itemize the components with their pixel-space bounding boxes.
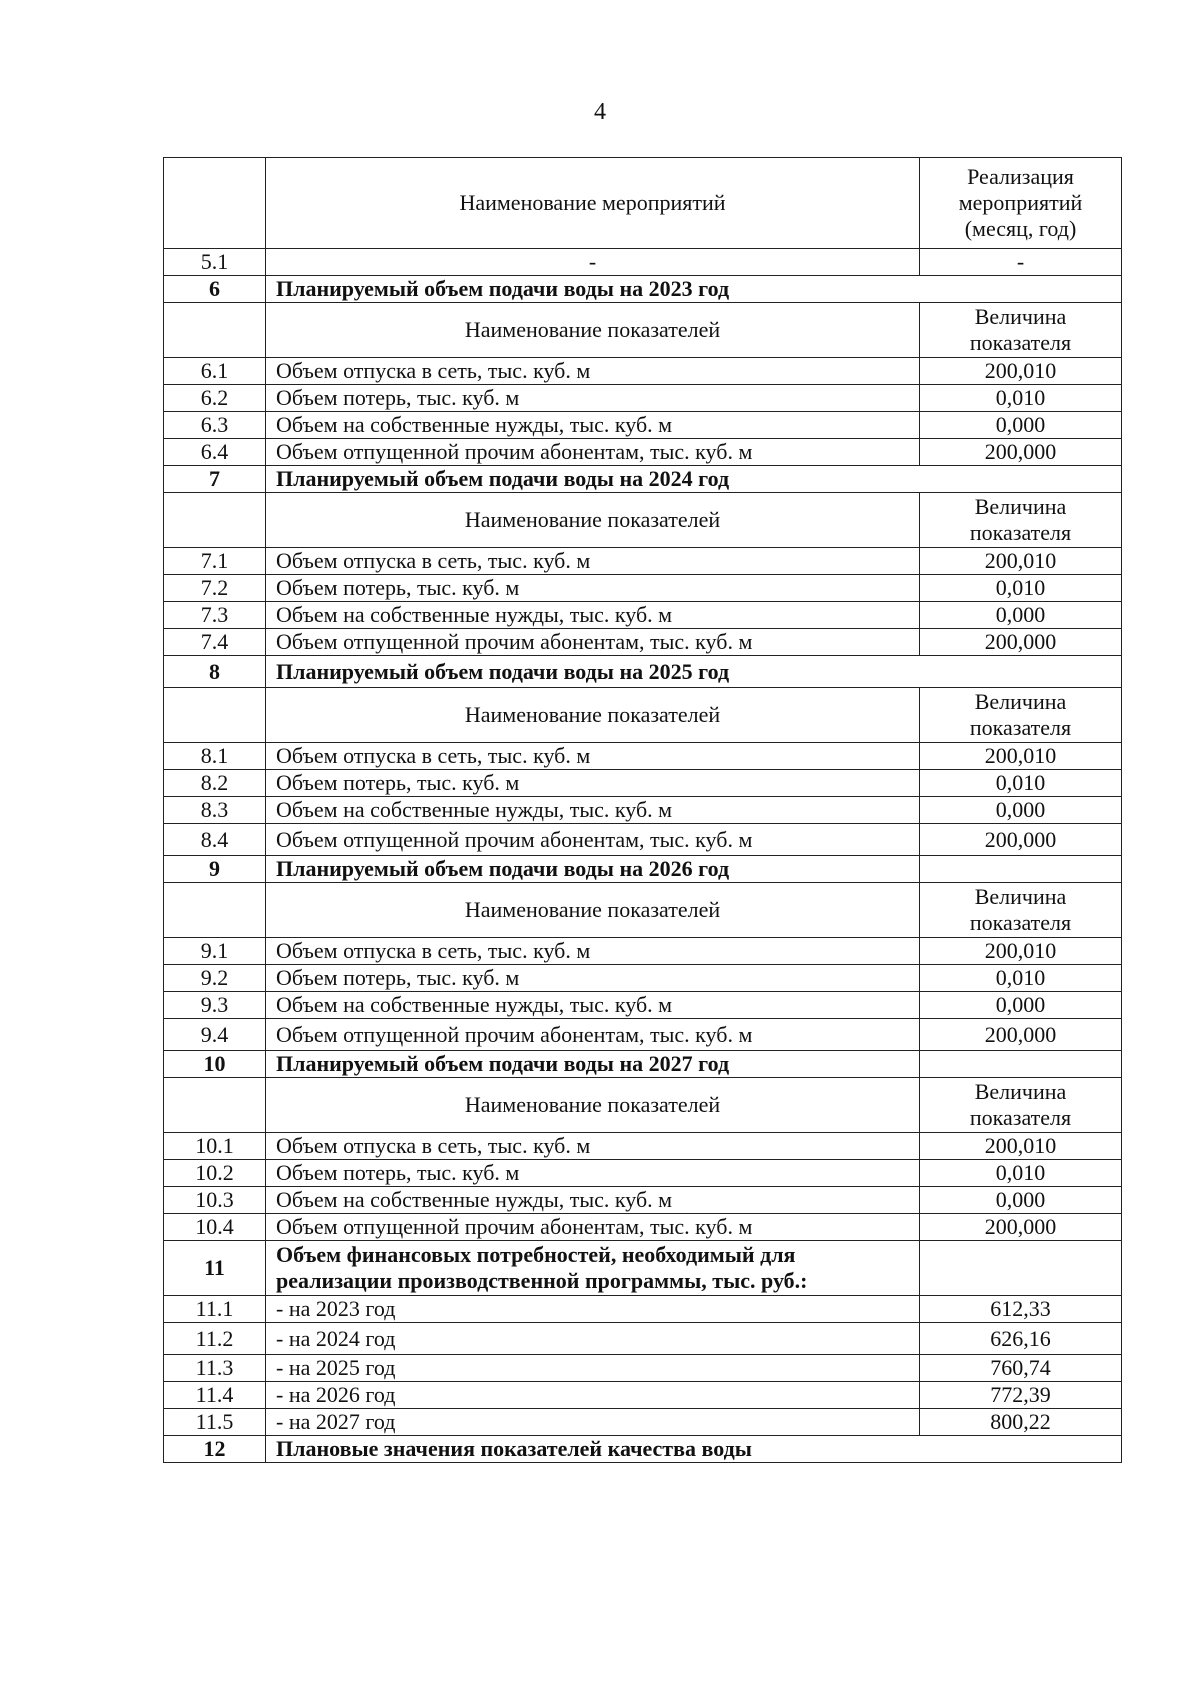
row-name: Объем отпуска в сеть, тыс. куб. м: [266, 743, 920, 770]
subheader-value: Величина показателя: [920, 688, 1122, 743]
row-value: 200,000: [920, 1214, 1122, 1241]
row-name: - на 2025 год: [266, 1355, 920, 1382]
program-table: [163, 157, 1122, 1463]
row-name: Объем отпущенной прочим абонентам, тыс. куб. м: [266, 824, 920, 856]
header-num-cell: [164, 158, 266, 249]
subheader-row: [164, 1078, 1122, 1133]
row-number: 8.2: [164, 770, 266, 797]
table-row: [164, 965, 1122, 992]
table-row: [164, 1214, 1122, 1241]
row-value: 200,010: [920, 358, 1122, 385]
subheader-value: Величина показателя: [920, 883, 1122, 938]
row-number: 7.1: [164, 548, 266, 575]
row-number: 11.4: [164, 1382, 266, 1409]
row-name: Объем на собственные нужды, тыс. куб. м: [266, 1187, 920, 1214]
table-row: [164, 385, 1122, 412]
row-number: 8.4: [164, 824, 266, 856]
subheader-num-cell: [164, 493, 266, 548]
row-number: 9.2: [164, 965, 266, 992]
section-title: Планируемый объем подачи воды на 2024 год: [266, 466, 1122, 493]
row-name: - на 2026 год: [266, 1382, 920, 1409]
row-number: 11.3: [164, 1355, 266, 1382]
row-name: Объем потерь, тыс. куб. м: [266, 770, 920, 797]
table-row: [164, 1323, 1122, 1355]
table-row: [164, 629, 1122, 656]
row-name: Объем потерь, тыс. куб. м: [266, 1160, 920, 1187]
section-title-row: [164, 1051, 1122, 1078]
row-number: 9.4: [164, 1019, 266, 1051]
section-title-row: [164, 1436, 1122, 1463]
section-number: 10: [164, 1051, 266, 1078]
section-title: Планируемый объем подачи воды на 2023 год: [266, 276, 1122, 303]
row-number: 6.3: [164, 412, 266, 439]
section-value-cell: [920, 1241, 1122, 1296]
row-number: 10.2: [164, 1160, 266, 1187]
header-name-cell: Наименование мероприятий: [266, 158, 920, 249]
row-value: 0,010: [920, 575, 1122, 602]
row-value: 200,010: [920, 938, 1122, 965]
table-row: [164, 824, 1122, 856]
page-number: 4: [594, 99, 606, 125]
section-number: 7: [164, 466, 266, 493]
table-row: [164, 548, 1122, 575]
section-title: Планируемый объем подачи воды на 2026 год: [266, 856, 920, 883]
row-number: 10.4: [164, 1214, 266, 1241]
section-title: Объем финансовых потребностей, необходимый для реализации производственной программы, тыс. руб.:: [266, 1241, 920, 1296]
table-row: [164, 797, 1122, 824]
row-number: 7.4: [164, 629, 266, 656]
subheader-num-cell: [164, 303, 266, 358]
row-name: Объем отпуска в сеть, тыс. куб. м: [266, 1133, 920, 1160]
row-value: 760,74: [920, 1355, 1122, 1382]
row-number: 7.2: [164, 575, 266, 602]
section-value-cell: [920, 1051, 1122, 1078]
table-row: [164, 439, 1122, 466]
table-row: [164, 412, 1122, 439]
row-value: 200,000: [920, 1019, 1122, 1051]
section-title-row: [164, 276, 1122, 303]
row-number: 9.1: [164, 938, 266, 965]
section-number: 6: [164, 276, 266, 303]
subheader-num-cell: [164, 883, 266, 938]
subheader-num-cell: [164, 1078, 266, 1133]
row-value: 612,33: [920, 1296, 1122, 1323]
table-row: [164, 1296, 1122, 1323]
row-name: Объем отпуска в сеть, тыс. куб. м: [266, 938, 920, 965]
row-number: 8.1: [164, 743, 266, 770]
row-name: Объем отпуска в сеть, тыс. куб. м: [266, 548, 920, 575]
subheader-name: Наименование показателей: [266, 883, 920, 938]
section-title: Планируемый объем подачи воды на 2027 год: [266, 1051, 920, 1078]
subheader-value: Величина показателя: [920, 1078, 1122, 1133]
table-row: [164, 1187, 1122, 1214]
row-value: 800,22: [920, 1409, 1122, 1436]
section-title-row: [164, 656, 1122, 688]
section-title-row: [164, 856, 1122, 883]
row-name: Объем потерь, тыс. куб. м: [266, 965, 920, 992]
table-row: [164, 602, 1122, 629]
row-name: Объем на собственные нужды, тыс. куб. м: [266, 602, 920, 629]
row-number: 8.3: [164, 797, 266, 824]
row-name: Объем отпуска в сеть, тыс. куб. м: [266, 358, 920, 385]
row-value: 0,000: [920, 1187, 1122, 1214]
section-number: 8: [164, 656, 266, 688]
section-number: 12: [164, 1436, 266, 1463]
row-value: -: [920, 249, 1122, 276]
table-row: [164, 1382, 1122, 1409]
subheader-name: Наименование показателей: [266, 688, 920, 743]
table-row: [164, 575, 1122, 602]
row-value: 0,010: [920, 1160, 1122, 1187]
table-row: [164, 1160, 1122, 1187]
subheader-row: [164, 688, 1122, 743]
subheader-value: Величина показателя: [920, 303, 1122, 358]
row-value: 200,000: [920, 824, 1122, 856]
header-value-cell: Реализация мероприятий (месяц, год): [920, 158, 1122, 249]
table-row: [164, 992, 1122, 1019]
table-row: [164, 770, 1122, 797]
row-number: 10.1: [164, 1133, 266, 1160]
row-name: Объем на собственные нужды, тыс. куб. м: [266, 412, 920, 439]
row-name: Объем на собственные нужды, тыс. куб. м: [266, 797, 920, 824]
row-value: 0,010: [920, 770, 1122, 797]
row-value: 200,000: [920, 629, 1122, 656]
table-row: [164, 1019, 1122, 1051]
subheader-name: Наименование показателей: [266, 1078, 920, 1133]
row-value: 0,000: [920, 797, 1122, 824]
row-value: 200,010: [920, 743, 1122, 770]
row-name: - на 2024 год: [266, 1323, 920, 1355]
row-name: - на 2023 год: [266, 1296, 920, 1323]
row-value: 0,000: [920, 602, 1122, 629]
row-name: Объем отпущенной прочим абонентам, тыс. куб. м: [266, 1019, 920, 1051]
row-name: Объем потерь, тыс. куб. м: [266, 385, 920, 412]
row-number: 5.1: [164, 249, 266, 276]
table-row: [164, 1409, 1122, 1436]
row-name: -: [266, 249, 920, 276]
row-number: 7.3: [164, 602, 266, 629]
subheader-num-cell: [164, 688, 266, 743]
subheader-name: Наименование показателей: [266, 303, 920, 358]
row-number: 6.1: [164, 358, 266, 385]
row-value: 200,010: [920, 548, 1122, 575]
row-number: 11.5: [164, 1409, 266, 1436]
row-value: 0,000: [920, 412, 1122, 439]
subheader-row: [164, 303, 1122, 358]
row-number: 11.1: [164, 1296, 266, 1323]
section-number: 9: [164, 856, 266, 883]
section-value-cell: [920, 856, 1122, 883]
row-number: 6.4: [164, 439, 266, 466]
row-number: 10.3: [164, 1187, 266, 1214]
subheader-row: [164, 883, 1122, 938]
row-number: 11.2: [164, 1323, 266, 1355]
row-name: - на 2027 год: [266, 1409, 920, 1436]
section-number: 11: [164, 1241, 266, 1296]
subheader-row: [164, 493, 1122, 548]
row-name: Объем отпущенной прочим абонентам, тыс. куб. м: [266, 439, 920, 466]
row-value: 0,010: [920, 965, 1122, 992]
table-row: [164, 1133, 1122, 1160]
section-title: Плановые значения показателей качества воды: [266, 1436, 1122, 1463]
row-value: 772,39: [920, 1382, 1122, 1409]
row-value: 0,010: [920, 385, 1122, 412]
row-number: 9.3: [164, 992, 266, 1019]
row-value: 200,000: [920, 439, 1122, 466]
table-row: [164, 249, 1122, 276]
subheader-name: Наименование показателей: [266, 493, 920, 548]
row-name: Объем отпущенной прочим абонентам, тыс. куб. м: [266, 629, 920, 656]
table-row: [164, 358, 1122, 385]
row-value: 0,000: [920, 992, 1122, 1019]
subheader-value: Величина показателя: [920, 493, 1122, 548]
section-title-row: [164, 1241, 1122, 1296]
row-name: Объем на собственные нужды, тыс. куб. м: [266, 992, 920, 1019]
row-value: 626,16: [920, 1323, 1122, 1355]
row-name: Объем потерь, тыс. куб. м: [266, 575, 920, 602]
section-title: Планируемый объем подачи воды на 2025 год: [266, 656, 1122, 688]
table-row: [164, 743, 1122, 770]
table-row: [164, 1355, 1122, 1382]
row-value: 200,010: [920, 1133, 1122, 1160]
table-header-row: [164, 158, 1122, 249]
row-name: Объем отпущенной прочим абонентам, тыс. куб. м: [266, 1214, 920, 1241]
section-title-row: [164, 466, 1122, 493]
table-row: [164, 938, 1122, 965]
row-number: 6.2: [164, 385, 266, 412]
